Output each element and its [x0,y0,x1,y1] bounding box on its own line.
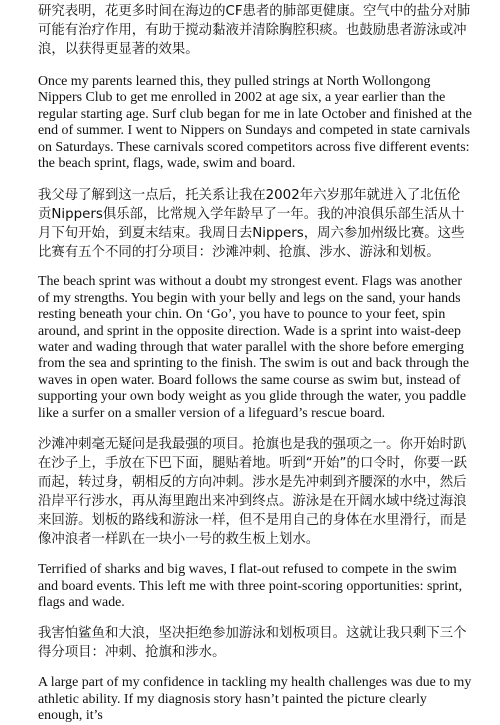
document-page [38,2,472,725]
paragraph-english-2: The beach sprint was without a doubt my strongest event. Flags was another of my strengths. You begin with your belly and legs on the sand, your hands resting beneath your chin. On ‘Go’, you have to pounce to your feet, spin around, and sprint in the opposite direction. Wade is a sprint into waist-deep water and wading through that water parallel with the shore before emerging from the sea and sprinting to the finish. The swim is out and back through the waves in open water. Board follows the same course as swim but, instead of supporting your own body weight as you glide through the water, you paddle like a surfer on a smaller version of a lifeguard’s rescue board. [38,274,470,421]
paragraph-chinese-4: 我害怕鲨鱼和大浪，坚决拒绝参加游泳和划板项目。这就让我只剩下三个得分项目：冲刺、抢旗和涉水。 [38,626,467,661]
paragraph-chinese-1: 研究表明，花更多时间在海边的CF患者的肺部更健康。空气中的盐分对肺可能有治疗作用，有助于搅动黏液并清除胸腔积痰。也鼓励患者游泳或冲浪，以获得更显著的效果。 [38,4,471,57]
paragraph-english-1: Once my parents learned this, they pulled strings at North Wollongong Nippers Club to get me enrolled in 2002 at age six, a year earlier than the regular starting age. Surf club began for me in late October and finished at the end of summer. I went to Nippers on Sundays and competed in state carnivals on Saturdays. These carnivals scored competitors across five different events: the beach sprint, flags, wade, swim and board. [38,74,472,172]
paragraph-chinese-3: 沙滩冲刺毫无疑问是我最强的项目。抢旗也是我的强项之一。你开始时趴在沙子上，手放在下巴下面，腿贴着地。听到“开始”的口令时，你要一跃而起，转过身，朝相反的方向冲刺。涉水是先冲刺到齐腰深的水中，然后沿岸平行涉水，再从海里跑出来冲到终点。游泳是在开阔水域中绕过海浪来回游。划板的路线和游泳一样，但不是用自己的身体在水里滑行，而是像冲浪者一样趴在一块小一号的救生板上划水。 [38,437,467,548]
paragraph-english-3: Terrified of sharks and big waves, I flat-out refused to compete in the swim and board events. This left me with three point-scoring opportunities: sprint, flags and wade. [38,562,463,610]
paragraph-english-4: A large part of my confidence in tackling my health challenges was due to my athletic ability. If my diagnosis story hasn’t painted the picture clearly enough, it’s [38,675,472,724]
paragraph-chinese-2: 我父母了解到这一点后，托关系让我在2002年六岁那年就进入了北伍伦贡Nippers俱乐部，比常规入学年龄早了一年。我的冲浪俱乐部生活从十月下旬开始，到夏末结束。我周日去Nippers，周六参加州级比赛。这些比赛有五个不同的打分项目：沙滩冲刺、抢旗、涉水、游泳和划板。 [38,188,465,261]
